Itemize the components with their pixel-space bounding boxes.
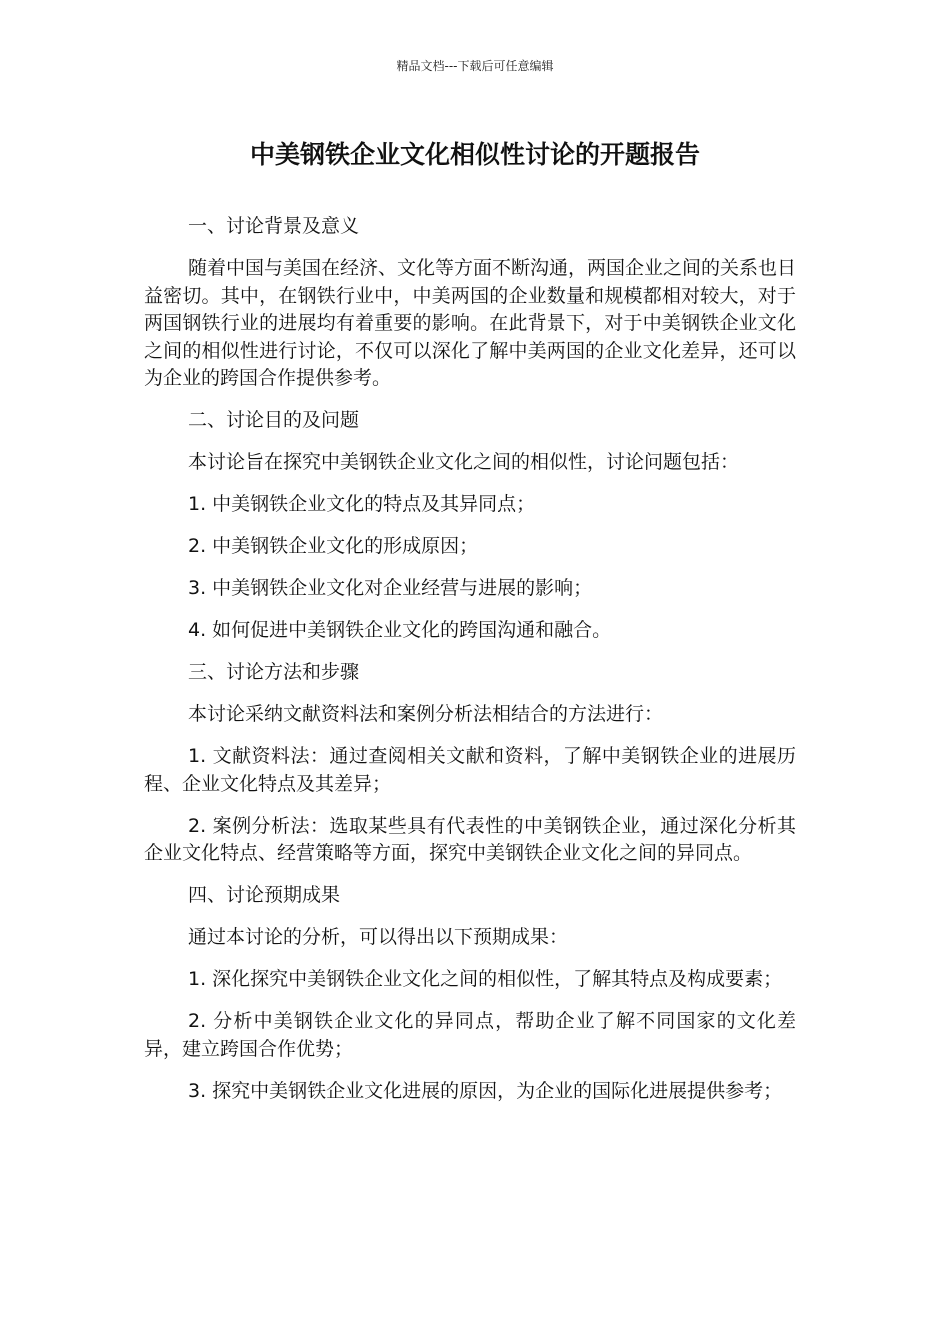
section-heading-purpose: 二、讨论目的及问题 bbox=[188, 409, 360, 431]
list-item-outcome-2: 2. 分析中美钢铁企业文化的异同点，帮助企业了解不同国家的文化差异，建立跨国合作优势； bbox=[144, 1010, 796, 1060]
paragraph-methods-intro: 本讨论采纳文献资料法和案例分析法相结合的方法进行： bbox=[188, 703, 664, 725]
paragraph-purpose-intro: 本讨论旨在探究中美钢铁企业文化之间的相似性，讨论问题包括： bbox=[188, 451, 740, 473]
section-heading-outcomes: 四、讨论预期成果 bbox=[188, 884, 341, 906]
list-item-question-1: 1. 中美钢铁企业文化的特点及其异同点； bbox=[188, 493, 536, 515]
list-item-method-2: 2. 案例分析法：选取某些具有代表性的中美钢铁企业，通过深化分析其企业文化特点、经营策略等方面，探究中美钢铁企业文化之间的异同点。 bbox=[144, 814, 796, 864]
list-item-question-2: 2. 中美钢铁企业文化的形成原因； bbox=[188, 535, 479, 557]
list-item-method-1: 1. 文献资料法：通过查阅相关文献和资料，了解中美钢铁企业的进展历程、企业文化特点及其差异； bbox=[144, 745, 796, 795]
paragraph-background: 随着中国与美国在经济、文化等方面不断沟通，两国企业之间的关系也日益密切。其中，在钢铁行业中，中美两国的企业数量和规模都相对较大，对于两国钢铁行业的进展均有着重要的影响。在此背景下，对于中美钢铁企业文化之间的相似性进行讨论，不仅可以深化了解中美两国的企业文化差异，还可以为企业的跨国合作提供参考。 bbox=[144, 257, 797, 389]
list-item-question-4: 4. 如何促进中美钢铁企业文化的跨国沟通和融合。 bbox=[188, 619, 612, 641]
header-note: 精品文档---下载后可任意编辑 bbox=[396, 59, 554, 73]
section-heading-methods: 三、讨论方法和步骤 bbox=[188, 661, 360, 683]
section-heading-background: 一、讨论背景及意义 bbox=[188, 215, 360, 237]
list-item-outcome-1: 1. 深化探究中美钢铁企业文化之间的相似性，了解其特点及构成要素； bbox=[188, 968, 783, 990]
document-title: 中美钢铁企业文化相似性讨论的开题报告 bbox=[249, 140, 700, 169]
list-item-question-3: 3. 中美钢铁企业文化对企业经营与进展的影响； bbox=[188, 577, 593, 599]
document-body bbox=[144, 213, 796, 1120]
list-item-outcome-3: 3. 探究中美钢铁企业文化进展的原因，为企业的国际化进展提供参考； bbox=[188, 1079, 783, 1102]
paragraph-outcomes-intro: 通过本讨论的分析，可以得出以下预期成果： bbox=[188, 926, 569, 948]
